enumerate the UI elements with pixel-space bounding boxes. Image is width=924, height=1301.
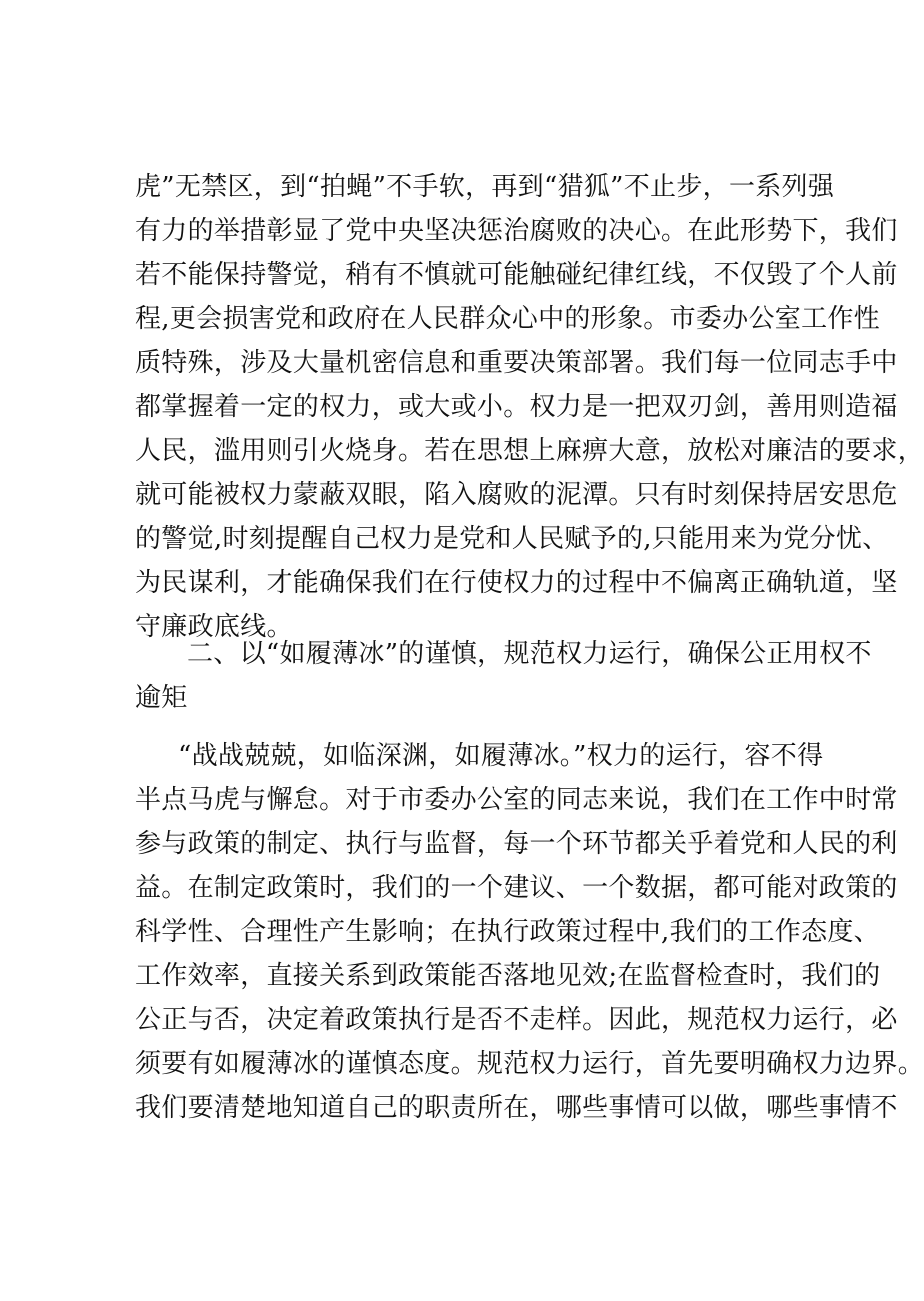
paragraph-line: 人民，滥用则引火烧身。若在思想上麻痹大意，放松对廉洁的要求， — [135, 436, 924, 466]
section-heading — [135, 632, 872, 720]
body-paragraph-2 — [135, 734, 924, 1130]
paragraph-line: 若不能保持警觉，稍有不慎就可能触碰纪律红线，不仅毁了个人前 — [135, 260, 898, 290]
paragraph-line: 益。在制定政策时，我们的一个建议、一个数据，都可能对政策的 — [135, 873, 898, 903]
paragraph-line: 质特殊，涉及大量机密信息和重要决策部署。我们每一位同志手中 — [135, 348, 898, 378]
paragraph-line: 公正与否，决定着政策执行是否不走样。因此，规范权力运行，必 — [135, 1005, 898, 1035]
paragraph-line: 为民谋利，才能确保我们在行使权力的过程中不偏离正确轨道，坚 — [135, 568, 898, 598]
paragraph-line: 半点马虎与懈怠。对于市委办公室的同志来说，我们在工作中时常 — [135, 785, 898, 815]
paragraph-line: 程,更会损害党和政府在人民群众心中的形象。市委办公室工作性 — [135, 304, 880, 334]
heading-line: 逾矩 — [135, 683, 188, 713]
heading-line: 二、以“如履薄冰”的谨慎，规范权力运行，确保公正用权不 — [187, 639, 872, 669]
paragraph-line: 就可能被权力蒙蔽双眼，陷入腐败的泥潭。只有时刻保持居安思危 — [135, 480, 898, 510]
paragraph-line: 守廉政底线。 — [135, 612, 293, 642]
paragraph-line: 须要有如履薄冰的谨慎态度。规范权力运行，首先要明确权力边界。 — [135, 1049, 924, 1079]
paragraph-line: 都掌握着一定的权力，或大或小。权力是一把双刃剑，善用则造福 — [135, 392, 898, 422]
body-paragraph-1 — [135, 165, 924, 649]
paragraph-line: 虎”无禁区，到“拍蝇”不手软，再到“猎狐”不止步，一系列强 — [135, 172, 835, 202]
paragraph-line: 参与政策的制定、执行与监督，每一个环节都关乎着党和人民的利 — [135, 829, 898, 859]
paragraph-line: “战战兢兢，如临深渊，如履薄冰。”权力的运行，容不得 — [178, 741, 824, 771]
paragraph-line: 的警觉,时刻提醒自己权力是党和人民赋予的,只能用来为党分忧、 — [135, 524, 889, 554]
paragraph-line: 工作效率，直接关系到政策能否落地见效;在监督检查时，我们的 — [135, 961, 881, 991]
paragraph-line: 有力的举措彰显了党中央坚决惩治腐败的决心。在此形势下，我们 — [135, 216, 898, 246]
paragraph-line: 我们要清楚地知道自己的职责所在，哪些事情可以做，哪些事情不 — [135, 1093, 898, 1123]
paragraph-line: 科学性、合理性产生影响；在执行政策过程中,我们的工作态度、 — [135, 917, 880, 947]
